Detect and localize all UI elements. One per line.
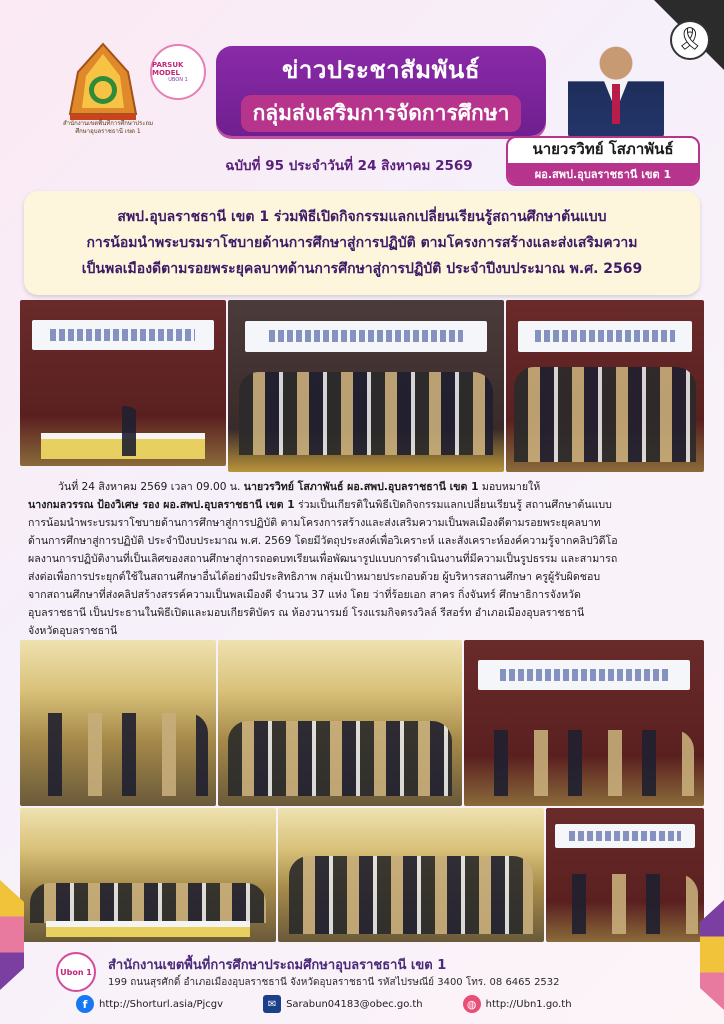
director-position: ผอ.สพป.อุบลราชธานี เขต 1: [508, 163, 698, 185]
photo-award-handover: [546, 808, 704, 942]
director-name: นายวรวิทย์ โสภาพันธ์: [532, 140, 674, 158]
headline: [24, 191, 700, 295]
headline-line1: สพป.อุบลราชธานี เขต 1 ร่วมพิธีเปิดกิจกรรมแลกเปลี่ยนเรียนรู้สถานศึกษาต้นแบบ: [117, 209, 607, 225]
article-body: [28, 478, 696, 640]
org-caption: สำนักงานเขตพื้นที่การศึกษาประถมศึกษาอุบลราชธานี เขต 1: [62, 120, 154, 135]
footer-org-name: สำนักงานเขตพื้นที่การศึกษาประถมศึกษาอุบลราชธานี เขต 1: [108, 958, 447, 973]
office-emblem-logo: [58, 42, 148, 122]
photo-group-seated: [506, 300, 704, 472]
logo2-top-text: PARSUK MODEL: [152, 61, 184, 77]
body-l1b: นายวรวิทย์ โสภาพันธ์ ผอ.สพป.อุบลราชธานี เขต 1: [243, 481, 479, 493]
photo-group-standing: [278, 808, 544, 942]
website-url[interactable]: http://Ubn1.go.th: [485, 998, 572, 1010]
headline-line2: การน้อมนำพระบรมราโชบายด้านการศึกษาสู่การปฏิบัติ ตามโครงการสร้างและส่งเสริมความ: [86, 235, 638, 251]
photo-certificate-award: [464, 640, 704, 806]
photo-hall-audience: [20, 808, 276, 942]
facebook-url[interactable]: http://Shorturl.asia/Pjcgv: [99, 998, 224, 1010]
body-l6: ส่งต่อเพื่อการประยุกต์ใช้ในสถานศึกษาอื่นได้อย่างมีประสิทธิภาพ กลุ่มเป้าหมายประกอบด้วย ผู้บริหารสถานศึกษา ครูผู้รับผิดชอบ: [28, 571, 601, 583]
body-l7: จากสถานศึกษาที่ส่งคลิปสร้างสรรค์ความเป็นพลเมืองดี จำนวน 37 แห่ง โดย ว่าที่ร้อยเอก สาคร กิ่งจันทร์ ศึกษาธิการจังหวัด: [28, 589, 581, 601]
website-link[interactable]: [463, 995, 572, 1013]
title-line2: กลุ่มส่งเสริมการจัดการศึกษา: [241, 95, 522, 132]
photo-audience-front: [218, 640, 462, 806]
body-l1a: วันที่ 24 สิงหาคม 2569 เวลา 09.00 น.: [58, 481, 244, 493]
director-photo: [568, 34, 664, 138]
body-l4: ด้านการศึกษาสู่การปฏิบัติ ประจำปีงบประมาณ พ.ศ. 2569 โดยมีวัตถุประสงค์เพื่อวิเคราะห์ และสังเคราะห์องค์ความรู้จากคลิปวิดีโอ: [28, 535, 618, 547]
issue-number: ฉบับที่ 95 ประจำวันที่ 24 สิงหาคม 2569: [225, 158, 473, 174]
footer-logo: Ubon 1: [56, 952, 96, 992]
footer-links: [76, 993, 696, 1015]
title-banner: [216, 46, 546, 136]
body-l2a: นางกมลวรรณ ป้องวิเศษ รอง ผอ.สพป.อุบลราชธานี เขต 1: [28, 499, 295, 511]
body-l9: จังหวัดอุบลราชธานี: [28, 625, 118, 637]
body-l3: การน้อมนำพระบรมราโชบายด้านการศึกษาสู่การปฏิบัติ ตามโครงการสร้างและส่งเสริมความเป็นพลเมืองดีตามรอยพระยุคลบาท: [28, 517, 601, 529]
photo-certificates: [228, 300, 504, 472]
body-l2b: ร่วมเป็นเกียรติในพิธีเปิดกิจกรรมแลกเปลี่ยนเรียนรู้ สถานศึกษาต้นแบบ: [294, 499, 612, 511]
photo-podium: [20, 300, 226, 466]
photo-three-officials: [20, 640, 216, 806]
mail-icon: ✉: [263, 995, 281, 1013]
facebook-link[interactable]: [76, 995, 223, 1013]
globe-icon: ◍: [463, 995, 481, 1013]
mourning-ribbon-icon: 🎗: [670, 20, 710, 60]
headline-line3: เป็นพลเมืองดีตามรอยพระยุคลบาทด้านการศึกษาสู่การปฏิบัติ ประจำปีงบประมาณ พ.ศ. 2569: [81, 261, 643, 277]
body-l1c: มอบหมายให้: [478, 481, 541, 493]
footer-address: 199 ถนนสุรศักดิ์ อำเภอเมืองอุบลราชธานี จังหวัดอุบลราชธานี รหัสไปรษณีย์ 3400 โทร. 08 6465 2532: [108, 977, 560, 988]
email-link[interactable]: [263, 995, 423, 1013]
parsuk-model-logo: [150, 44, 206, 100]
facebook-icon: f: [76, 995, 94, 1013]
email-address[interactable]: Sarabun04183@obec.go.th: [286, 998, 423, 1010]
body-l8: อุบลราชธานี เป็นประธานในพิธีเปิดและมอบเกียรติบัตร ณ ห้องวนารมย์ โรงแรมกิจตรงวิลล์ รีสอร์ท อำเภอเมืองอุบลราชธานี: [28, 607, 585, 619]
body-l5: ผลงานการปฏิบัติงานที่เป็นเลิศของสถานศึกษาสู่การถอดบทเรียนเพื่อพัฒนารูปแบบการดำเนินงานที่มีความเป็นรูปธรรม และสามารถ: [28, 553, 618, 565]
director-name-box: [506, 136, 700, 186]
logo2-bottom-text: UBON 1: [168, 77, 188, 83]
title-line1: ข่าวประชาสัมพันธ์: [282, 56, 480, 84]
